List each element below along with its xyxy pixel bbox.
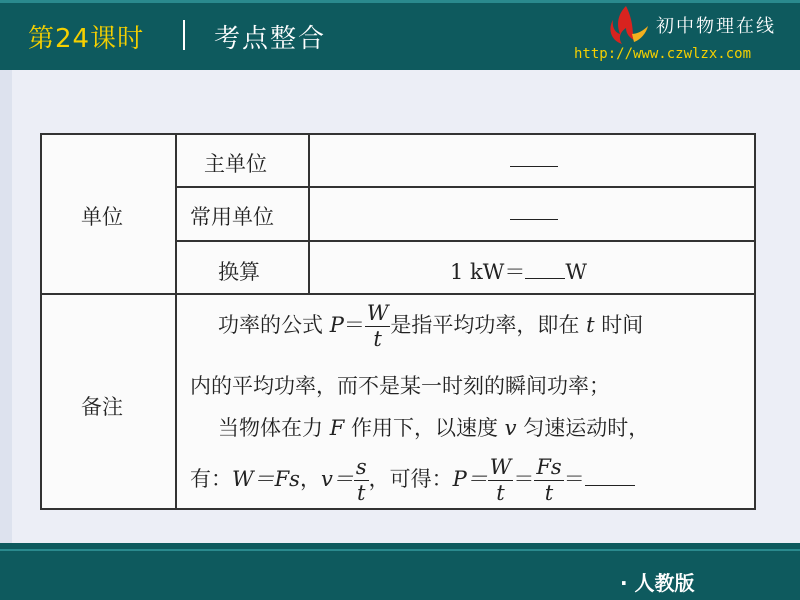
note-l4-fraction-s-t <box>354 454 369 505</box>
table-row-divider-3 <box>40 293 756 295</box>
edition-label: · 人教版 <box>620 571 695 595</box>
note-l4-W-eq-Fs: W＝Fs <box>232 467 300 491</box>
table-border-top <box>40 133 756 135</box>
note-l4-frac1-num: s <box>355 454 367 479</box>
note-l3-text-c: 匀速运动时， <box>523 416 650 440</box>
table-row-divider-2 <box>175 240 756 242</box>
table-border-left <box>40 133 42 510</box>
note-l3-text-b: 作用下，以速度 <box>350 416 498 440</box>
note-l4-fraction-W-t <box>488 454 514 505</box>
note-l4-text-b: ，可得： <box>368 467 453 491</box>
note-l4-frac3-num: Fs <box>536 454 562 479</box>
note-l4-frac1-den: t <box>356 480 366 505</box>
note-l1-P: P <box>329 313 344 337</box>
conversion-suffix: W <box>565 260 587 284</box>
section-title: 考点整合 <box>214 24 327 54</box>
row-value-conversion <box>450 256 587 286</box>
note-l4-v-eq: v＝ <box>320 467 354 491</box>
logo-flame-icon <box>604 4 654 48</box>
common-unit-blank <box>510 201 558 220</box>
logo-text: 初中物理在线 <box>656 16 776 37</box>
logo-url[interactable]: http://www.czwlzx.com <box>574 46 752 62</box>
left-strip <box>0 70 12 543</box>
row-label-conversion: 换算 <box>218 260 260 284</box>
table-border-bottom <box>40 508 756 510</box>
note-l4-eq3: ＝ <box>563 467 585 491</box>
table-col-divider <box>175 133 177 510</box>
note-l4-frac2-num: W <box>489 454 512 479</box>
header-separator <box>183 20 185 50</box>
note-l4-fraction-Fs-t <box>534 454 563 505</box>
note-line-3 <box>218 412 649 442</box>
note-l3-v: v <box>504 416 517 440</box>
unit-header: 单位 <box>81 205 123 229</box>
note-l4-frac3-den: t <box>544 480 554 505</box>
note-l3-F: F <box>329 416 345 440</box>
footer-stripe <box>0 549 800 551</box>
main-unit-blank <box>510 148 558 167</box>
note-l4-eq2: ＝ <box>513 467 535 491</box>
row-value-common-unit <box>510 201 558 225</box>
table-border-right <box>754 133 756 510</box>
note-l4-comma: ， <box>299 467 321 491</box>
conversion-blank <box>525 260 565 279</box>
note-line-2: 内的平均功率，而不是某一时刻的瞬间功率； <box>190 374 610 398</box>
note-l1-eq: ＝ <box>343 313 365 337</box>
note-l4-text-a: 有： <box>190 467 232 491</box>
table-col-divider-2 <box>308 133 310 293</box>
note-line-4 <box>190 450 635 508</box>
note-l1-t: t <box>586 313 595 337</box>
note-line-1 <box>218 298 643 352</box>
conversion-prefix: 1 kW＝ <box>450 260 526 284</box>
note-l1-frac-num: W <box>366 300 389 325</box>
note-l1-fraction <box>365 300 391 351</box>
lesson-label: 第24课时 <box>28 24 145 54</box>
row-label-common-unit: 常用单位 <box>190 205 274 229</box>
note-l4-frac2-den: t <box>496 480 505 505</box>
table-row-divider-1 <box>175 186 756 188</box>
note-l4-answer-blank <box>585 467 635 486</box>
note-l1-frac-den: t <box>373 326 382 351</box>
note-l1-text-b: 是指平均功率，即在 <box>390 313 580 337</box>
note-l4-P-eq: P＝ <box>452 467 488 491</box>
note-l1-text-c: 时间 <box>601 313 644 337</box>
row-value-main-unit <box>510 148 558 172</box>
note-header: 备注 <box>81 395 123 419</box>
note-l1-text-a: 功率的公式 <box>218 313 323 337</box>
header-accent-line <box>0 0 800 3</box>
note-l3-text-a: 当物体在力 <box>218 416 323 440</box>
row-label-main-unit: 主单位 <box>204 152 267 176</box>
